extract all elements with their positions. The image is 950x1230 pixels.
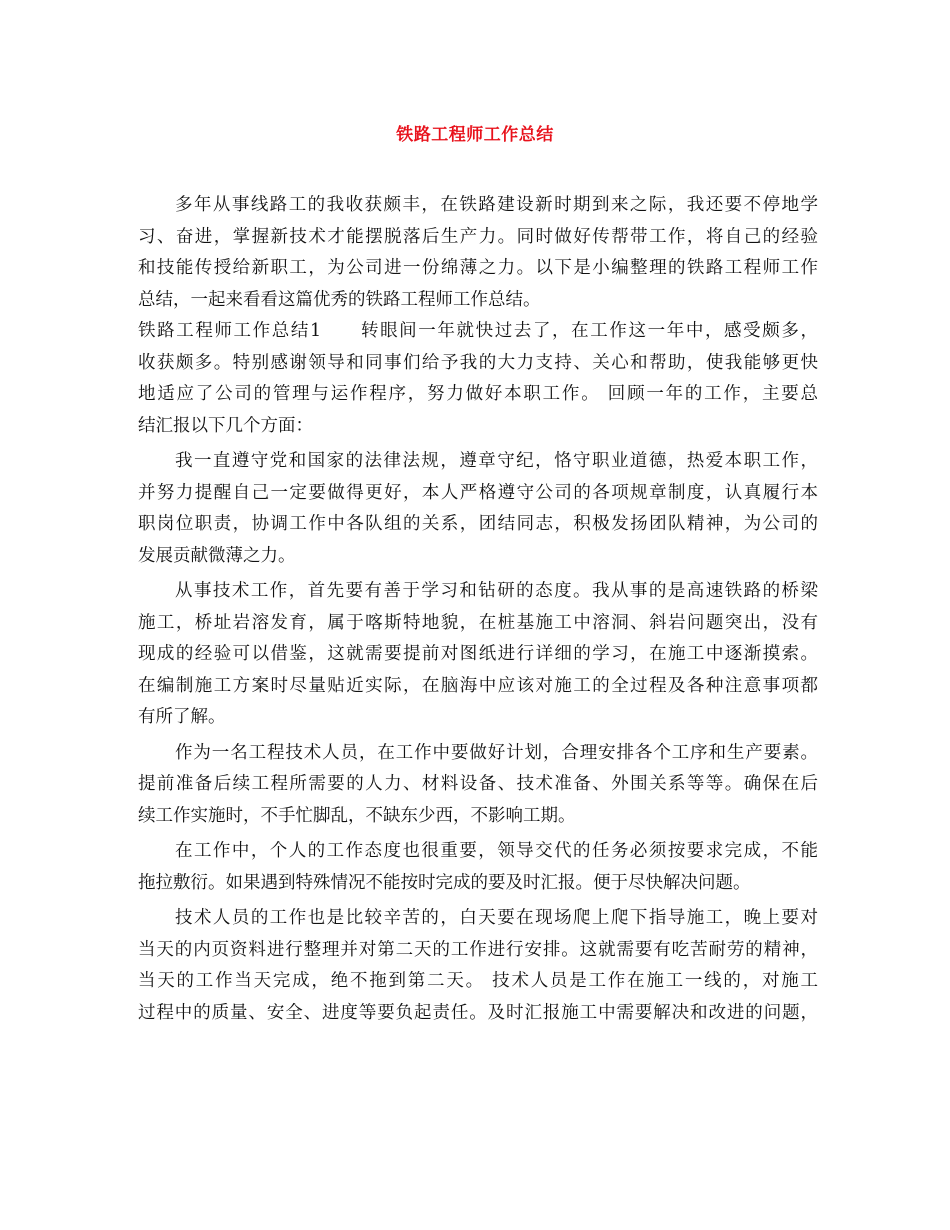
- text-line: 收获颇多。特别感谢领导和同事们给予我的大力支持、关心和帮助，使我能够更快: [138, 352, 818, 373]
- text-line: 多年从事线路工的我收获颇丰，在铁路建设新时期到来之际，我还要不停地学: [175, 195, 818, 215]
- text-line: 并努力提醒自己一定要做得更好，本人严格遵守公司的各项规章制度，认真履行本: [138, 482, 818, 503]
- text-line: 发展贡献微薄之力。: [138, 545, 296, 566]
- text-line: 过程中的质量、安全、进度等要负起责任。及时汇报施工中需要解决和改进的问题，: [138, 1002, 818, 1023]
- text-line: 和技能传授给新职工，为公司进一份绵薄之力。以下是小编整理的铁路工程师工作: [138, 258, 818, 278]
- text-line: 技术人员的工作也是比较辛苦的，白天要在现场爬上爬下指导施工，晚上要对: [175, 908, 818, 928]
- text-line: 现成的经验可以借鉴，这就需要提前对图纸进行详细的学习，在施工中逐渐摸索。: [138, 644, 818, 664]
- text-line: 地适应了公司的管理与运作程序，努力做好本职工作。 回顾一年的工作，主要总: [138, 384, 818, 404]
- text-line: 续工作实施时，不手忙脚乱，不缺东少西，不影响工期。: [138, 805, 576, 826]
- text-line: 习、奋进，掌握新技术才能摆脱落后生产力。同时做好传帮带工作，将自己的经验: [138, 226, 818, 247]
- text-line: 有所了解。: [138, 707, 226, 727]
- text-line: 当天的工作当天完成，绝不拖到第二天。 技术人员是工作在施工一线的，对施工: [138, 971, 818, 991]
- text-line: 总结，一起来看看这篇优秀的铁路工程师工作总结。: [138, 289, 541, 310]
- text-line: 在编制施工方案时尽量贴近实际，在脑海中应该对施工的全过程及各种注意事项都: [138, 675, 818, 696]
- text-line: 铁路工程师工作总结1 转眼间一年就快过去了，在工作这一年中，感受颇多，: [138, 321, 818, 341]
- document-body: [138, 190, 818, 1029]
- text-line: 当天的内页资料进行整理并对第二天的工作进行安排。这就需要有吃苦耐劳的精神，: [138, 939, 818, 960]
- text-line: 从事技术工作，首先要有善于学习和钻研的态度。我从事的是高速铁路的桥梁: [175, 581, 818, 601]
- text-line: 职岗位职责，协调工作中各队组的关系，团结同志，积极发扬团队精神，为公司的: [138, 514, 818, 534]
- document-title: 铁路工程师工作总结: [396, 125, 554, 145]
- text-line: 结汇报以下几个方面：: [138, 415, 313, 436]
- text-line: 我一直遵守党和国家的法律法规，遵章守纪，恪守职业道德，热爱本职工作，: [175, 451, 818, 471]
- text-line: 在工作中，个人的工作态度也很重要，领导交代的任务必须按要求完成，不能: [175, 841, 818, 861]
- text-line: 提前准备后续工程所需要的人力、材料设备、技术准备、外围关系等等。确保在后: [138, 774, 818, 794]
- text-line: 作为一名工程技术人员，在工作中要做好计划，合理安排各个工序和生产要素。: [175, 742, 818, 763]
- text-line: 施工，桥址岩溶发育，属于喀斯特地貌，在桩基施工中溶洞、斜岩问题突出，没有: [138, 612, 818, 633]
- text-line: 拖拉敷衍。如果遇到特殊情况不能按时完成的要及时汇报。便于尽快解决问题。: [138, 872, 751, 893]
